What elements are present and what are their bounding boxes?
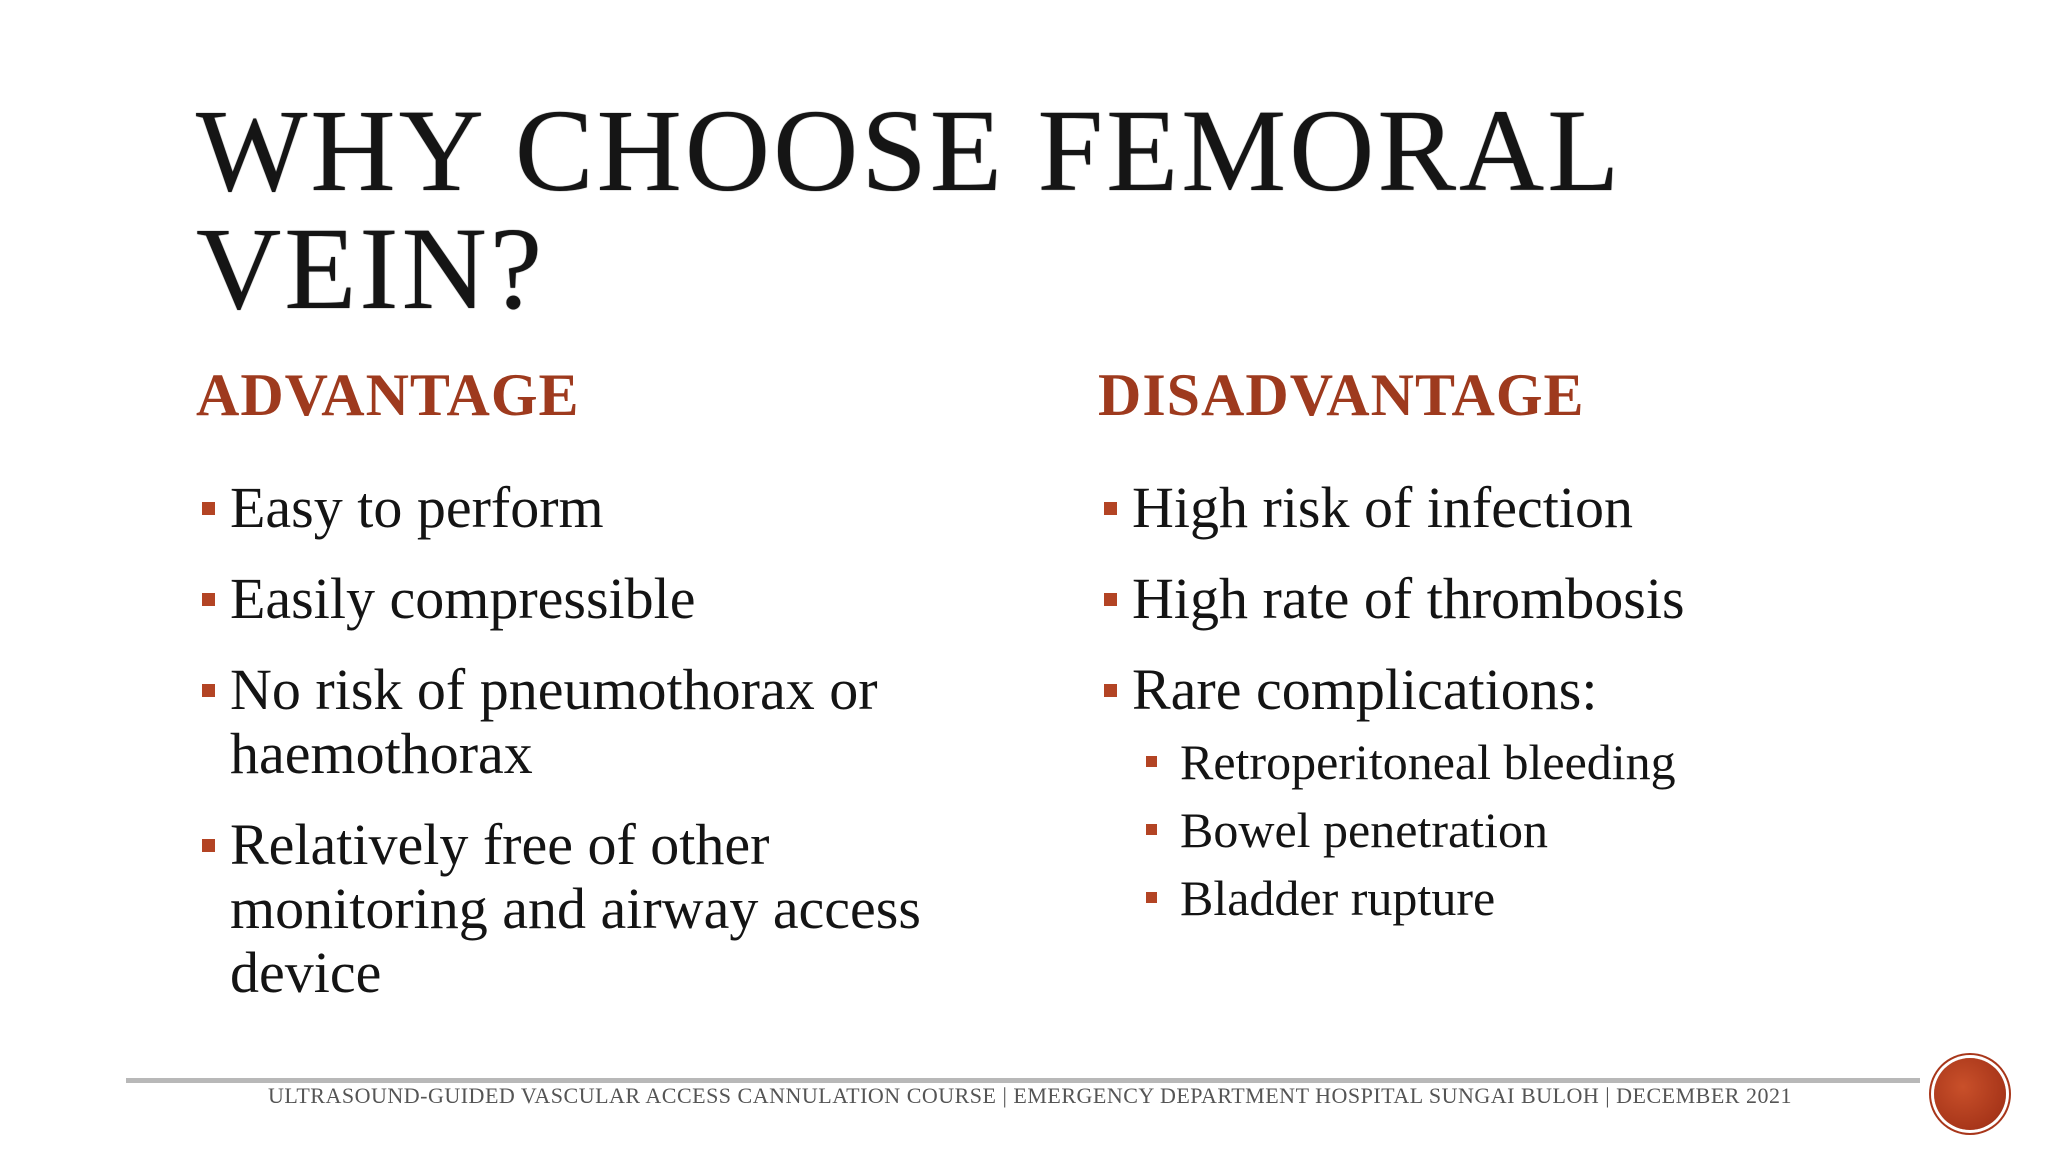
complication-item bbox=[1132, 864, 1918, 932]
bullet-square-icon bbox=[202, 593, 215, 606]
slide-title bbox=[196, 85, 1836, 334]
disadvantage-heading: DISADVANTAGE bbox=[1098, 362, 1585, 428]
slide-number-badge-icon bbox=[1934, 1058, 2006, 1130]
complication-item-text: Bladder rupture bbox=[1180, 870, 1496, 926]
advantage-item-text: No risk of pneumothorax or haemothorax bbox=[230, 657, 878, 786]
advantage-item-text: Easily compressible bbox=[230, 566, 696, 631]
advantage-heading: ADVANTAGE bbox=[196, 362, 580, 428]
disadvantage-item-text: High risk of infection bbox=[1132, 475, 1633, 540]
slide-title-line-2: VEIN? bbox=[196, 203, 546, 334]
bullet-square-icon bbox=[202, 684, 215, 697]
complication-item-text: Retroperitoneal bleeding bbox=[1180, 734, 1676, 790]
advantage-item bbox=[196, 567, 1056, 631]
disadvantage-item bbox=[1098, 476, 1918, 540]
advantage-item-text: Relatively free of other monitoring and airway access device bbox=[230, 812, 921, 1005]
slide-footer: ULTRASOUND-GUIDED VASCULAR ACCESS CANNULATION COURSE | EMERGENCY DEPARTMENT HOSPITAL SUNGAI BULOH | DECEMBER 2021 bbox=[268, 1083, 1792, 1108]
complications-sublist bbox=[1132, 728, 1918, 932]
bullet-square-icon bbox=[1104, 593, 1117, 606]
advantage-list bbox=[196, 476, 1056, 1005]
disadvantage-item-text: High rate of thrombosis bbox=[1132, 566, 1685, 631]
disadvantage-column bbox=[1098, 360, 1918, 959]
bullet-square-icon bbox=[202, 502, 215, 515]
advantage-item bbox=[196, 813, 930, 1005]
bullet-square-icon bbox=[1104, 684, 1117, 697]
sub-bullet-square-icon bbox=[1146, 824, 1157, 835]
disadvantage-item bbox=[1098, 658, 1918, 932]
disadvantage-list bbox=[1098, 476, 1918, 932]
advantage-item bbox=[196, 476, 1056, 540]
disadvantage-item-text: Rare complications: bbox=[1132, 657, 1598, 722]
complication-item-text: Bowel penetration bbox=[1180, 802, 1548, 858]
complication-item bbox=[1132, 728, 1918, 796]
complication-item bbox=[1132, 796, 1918, 864]
sub-bullet-square-icon bbox=[1146, 892, 1157, 903]
sub-bullet-square-icon bbox=[1146, 756, 1157, 767]
advantage-item-text: Easy to perform bbox=[230, 475, 604, 540]
bullet-square-icon bbox=[202, 839, 215, 852]
advantage-item bbox=[196, 658, 950, 786]
bullet-square-icon bbox=[1104, 502, 1117, 515]
disadvantage-item bbox=[1098, 567, 1918, 631]
advantage-column bbox=[196, 360, 1056, 1032]
slide-title-line-1: WHY CHOOSE FEMORAL bbox=[196, 85, 1623, 216]
